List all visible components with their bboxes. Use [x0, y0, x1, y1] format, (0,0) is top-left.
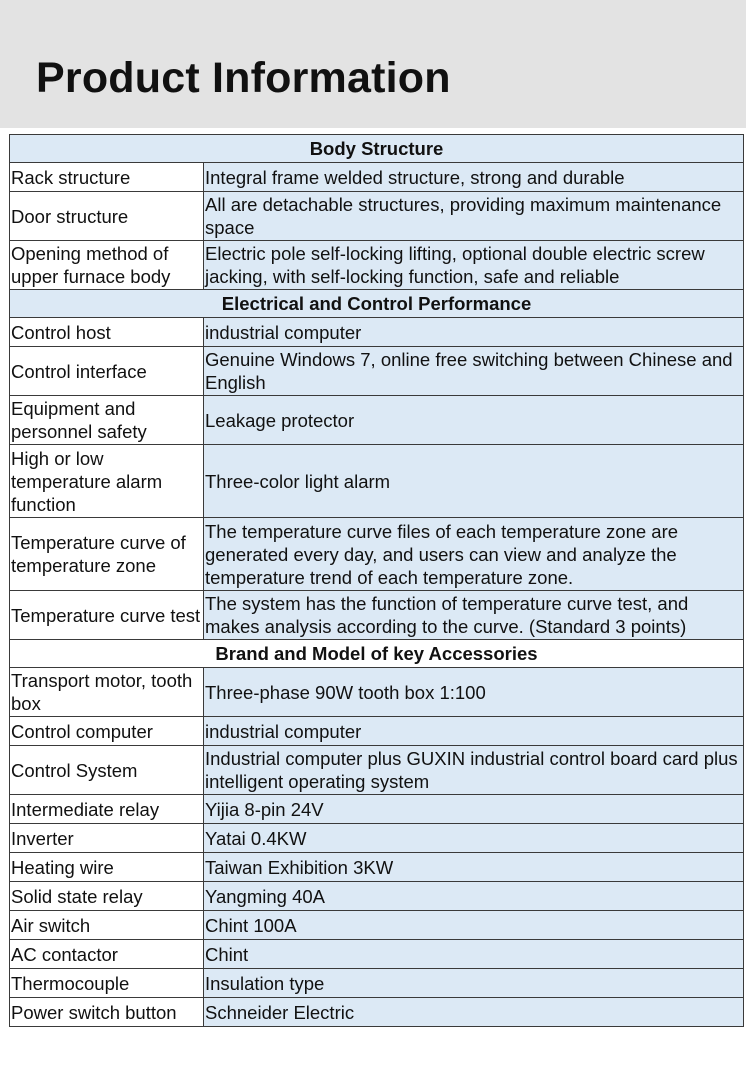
table-row: [10, 192, 744, 241]
row-value: Chint: [204, 940, 744, 969]
section-header: [10, 135, 744, 163]
row-label: High or low temperature alarm function: [10, 445, 204, 518]
table-row: [10, 163, 744, 192]
section-header: [10, 290, 744, 318]
row-label: AC contactor: [10, 940, 204, 969]
row-value: All are detachable structures, providing maximum maintenance space: [204, 192, 744, 241]
table-row: [10, 591, 744, 640]
table-row: [10, 853, 744, 882]
row-value: industrial computer: [204, 717, 744, 746]
row-label: Control computer: [10, 717, 204, 746]
spec-table: [9, 134, 744, 1027]
section-header: [10, 640, 744, 668]
table-row: [10, 241, 744, 290]
table-row: [10, 445, 744, 518]
row-label: Control interface: [10, 347, 204, 396]
table-row: [10, 668, 744, 717]
table-row: [10, 998, 744, 1027]
row-label: Intermediate relay: [10, 795, 204, 824]
row-value: Schneider Electric: [204, 998, 744, 1027]
table-row: [10, 795, 744, 824]
row-label: Control host: [10, 318, 204, 347]
section-title: Brand and Model of key Accessories: [10, 640, 744, 668]
table-row: [10, 746, 744, 795]
table-row: [10, 940, 744, 969]
row-value: Electric pole self-locking lifting, optional double electric screw jacking, with self-locking function, safe and reliable: [204, 241, 744, 290]
row-label: Solid state relay: [10, 882, 204, 911]
table-row: [10, 347, 744, 396]
page-header: [0, 0, 746, 128]
row-label: Transport motor, tooth box: [10, 668, 204, 717]
row-label: Opening method of upper furnace body: [10, 241, 204, 290]
row-label: Door structure: [10, 192, 204, 241]
row-value: Three-color light alarm: [204, 445, 744, 518]
row-value: Genuine Windows 7, online free switching between Chinese and English: [204, 347, 744, 396]
row-value: Taiwan Exhibition 3KW: [204, 853, 744, 882]
table-row: [10, 717, 744, 746]
row-value: Chint 100A: [204, 911, 744, 940]
row-label: Temperature curve of temperature zone: [10, 518, 204, 591]
section-title: Electrical and Control Performance: [10, 290, 744, 318]
table-row: [10, 396, 744, 445]
table-row: [10, 318, 744, 347]
row-label: Rack structure: [10, 163, 204, 192]
row-value: The system has the function of temperature curve test, and makes analysis according to the curve. (Standard 3 points): [204, 591, 744, 640]
row-label: Thermocouple: [10, 969, 204, 998]
table-row: [10, 824, 744, 853]
row-value: The temperature curve files of each temperature zone are generated every day, and users can view and analyze the temperature trend of each temperature zone.: [204, 518, 744, 591]
row-label: Heating wire: [10, 853, 204, 882]
table-row: [10, 518, 744, 591]
row-label: Power switch button: [10, 998, 204, 1027]
section-title: Body Structure: [10, 135, 744, 163]
row-value: Three-phase 90W tooth box 1:100: [204, 668, 744, 717]
row-value: Integral frame welded structure, strong and durable: [204, 163, 744, 192]
table-row: [10, 882, 744, 911]
row-label: Equipment and personnel safety: [10, 396, 204, 445]
row-value: Industrial computer plus GUXIN industrial control board card plus intelligent operating system: [204, 746, 744, 795]
row-value: industrial computer: [204, 318, 744, 347]
row-value: Yatai 0.4KW: [204, 824, 744, 853]
row-value: Leakage protector: [204, 396, 744, 445]
row-label: Control System: [10, 746, 204, 795]
row-value: Yijia 8-pin 24V: [204, 795, 744, 824]
row-label: Air switch: [10, 911, 204, 940]
row-label: Inverter: [10, 824, 204, 853]
table-row: [10, 911, 744, 940]
row-label: Temperature curve test: [10, 591, 204, 640]
table-row: [10, 969, 744, 998]
row-value: Insulation type: [204, 969, 744, 998]
page-title: Product Information: [36, 54, 451, 102]
row-value: Yangming 40A: [204, 882, 744, 911]
